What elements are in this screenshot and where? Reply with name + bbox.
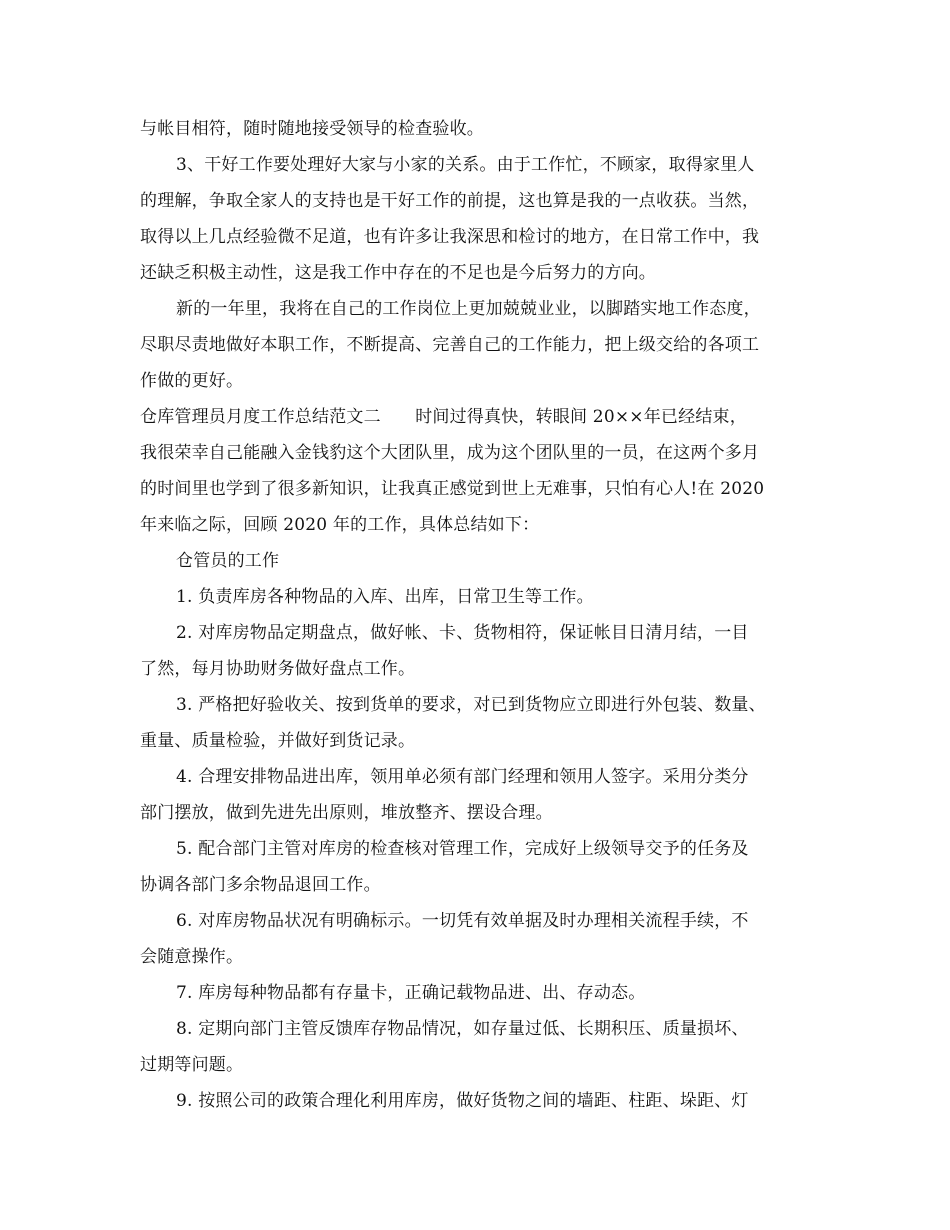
list-item-line: 7. 库房每种物品都有存量卡，正确记载物品进、出、存动态。	[176, 983, 646, 1003]
list-item-line: 6. 对库房物品状况有明确标示。一切凭有效单据及时办理相关流程手续，不	[176, 911, 749, 931]
list-item-line: 1. 负责库房各种物品的入库、出库，日常卫生等工作。	[176, 587, 594, 607]
text-line: 新的一年里，我将在自己的工作岗位上更加兢兢业业，以脚踏实地工作态度，	[176, 299, 761, 319]
list-item-line: 4. 合理安排物品进出库，领用单必须有部门经理和领用人签字。采用分类分	[176, 767, 749, 787]
list-item-line: 2. 对库房物品定期盘点，做好帐、卡、货物相符，保证帐目日清月结，一目	[176, 623, 749, 643]
list-item-line: 3. 严格把好验收关、按到货单的要求，对已到货物应立即进行外包装、数量、	[176, 695, 766, 715]
text-line: 3、干好工作要处理好大家与小家的关系。由于工作忙，不顾家，取得家里人	[176, 155, 755, 175]
text-line: 尽职尽责地做好本职工作，不断提高、完善自己的工作能力，把上级交给的各项工	[140, 335, 760, 355]
text-line: 会随意操作。	[140, 947, 244, 967]
text-line: 了然，每月协助财务做好盘点工作。	[140, 659, 416, 679]
subheading-line: 仓管员的工作	[176, 551, 280, 571]
list-item-line: 5. 配合部门主管对库房的检查核对管理工作，完成好上级领导交予的任务及	[176, 839, 749, 859]
text-line: 还缺乏积极主动性，这是我工作中存在的不足也是今后努力的方向。	[140, 263, 656, 283]
list-item-line: 9. 按照公司的政策合理化利用库房，做好货物之间的墙距、柱距、垛距、灯	[176, 1091, 749, 1111]
text-line: 作做的更好。	[140, 371, 244, 391]
text-line: 的时间里也学到了很多新知识，让我真正感觉到世上无难事，只怕有心人!在 2020	[140, 479, 765, 499]
text-line: 我很荣幸自己能融入金钱豹这个大团队里，成为这个团队里的一员，在这两个多月	[140, 443, 760, 463]
text-line: 部门摆放，做到先进先出原则，堆放整齐、摆设合理。	[140, 803, 553, 823]
list-item-line: 8. 定期向部门主管反馈库存物品情况，如存量过低、长期积压、质量损坏、	[176, 1019, 749, 1039]
text-line: 取得以上几点经验微不足道，也有许多让我深思和检讨的地方，在日常工作中，我	[140, 227, 760, 247]
text-line: 重量、质量检验，并做好到货记录。	[140, 731, 416, 751]
text-line: 的理解，争取全家人的支持也是干好工作的前提，这也算是我的一点收获。当然，	[140, 191, 760, 211]
text-line: 协调各部门多余物品退回工作。	[140, 875, 381, 895]
text-line: 年来临之际，回顾 2020 年的工作，具体总结如下：	[140, 515, 540, 535]
section-heading-line: 仓库管理员月度工作总结范文二 时间过得真快，转眼间 20××年已经结束，	[140, 407, 747, 427]
text-line: 过期等问题。	[140, 1055, 244, 1075]
text-line: 与帐目相符，随时随地接受领导的检查验收。	[140, 119, 484, 139]
